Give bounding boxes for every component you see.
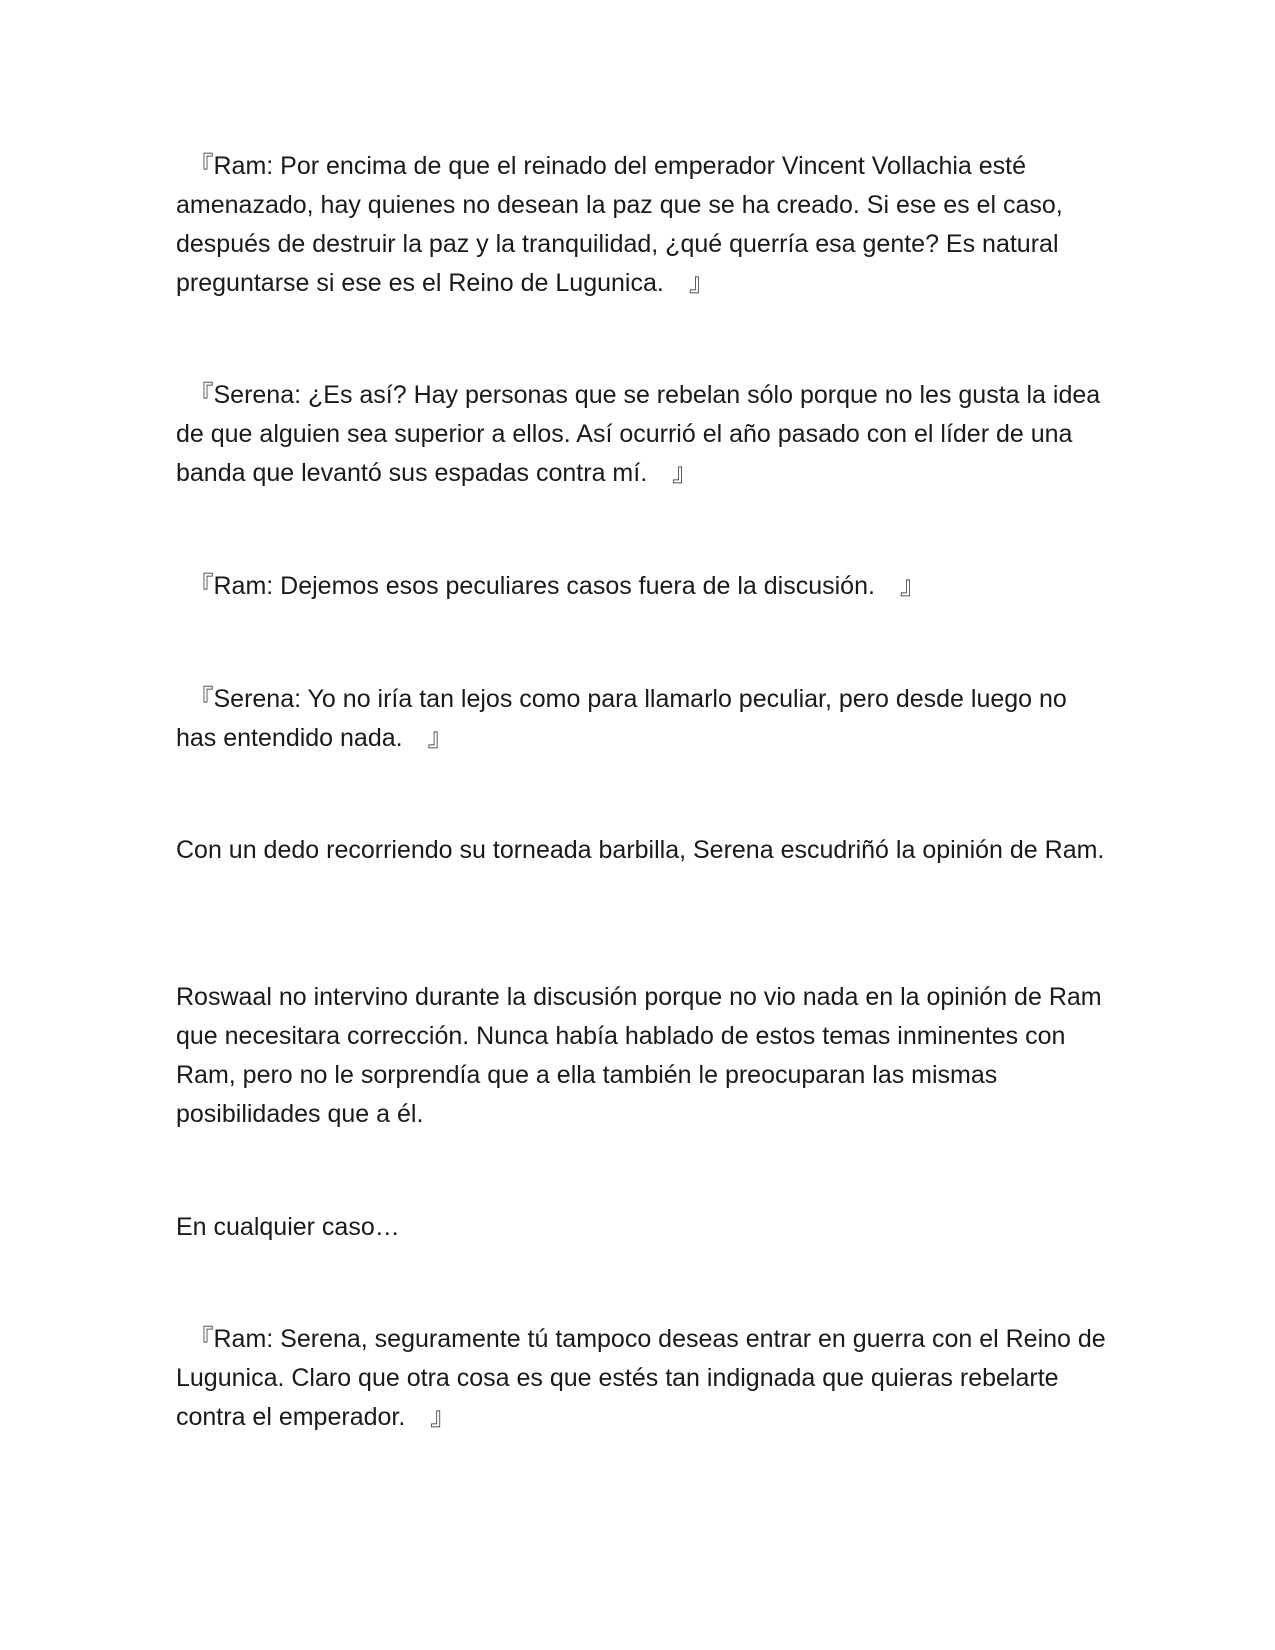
dialogue-ram-2: 『Ram: Dejemos esos peculiares casos fuera de la discusión. 』 (176, 572, 925, 600)
narration-paragraph-2: Roswaal no intervino durante la discusión porque no vio nada en la opinión de Ram que necesitara corrección. Nunca había hablado de estos temas inminentes con Ram, pero no le sorprendía que a ella también le preocuparan las mismas posibilidades que a él. (176, 983, 1102, 1128)
dialogue-ram-1: 『Ram: Por encima de que el reinado del emperador Vincent Vollachia esté amenazado, hay quienes no desean la paz que se ha creado. Si ese es el caso, después de destruir la paz y la tranquilidad, ¿qué querría esa gente? Es natural preguntarse si ese es el Reino de Lugunica. 』 (176, 152, 1063, 297)
narration-paragraph-1: Con un dedo recorriendo su torneada barbilla, Serena escudriñó la opinión de Ram. (176, 836, 1105, 864)
narration-paragraph-3: En cualquier caso… (176, 1213, 400, 1241)
dialogue-ram-3: 『Ram: Serena, seguramente tú tampoco deseas entrar en guerra con el Reino de Lugunica. Claro que otra cosa es que estés tan indignada que quieras rebelarte contra el emperador. 』 (176, 1325, 1106, 1431)
dialogue-serena-2: 『Serena: Yo no iría tan lejos como para llamarlo peculiar, pero desde luego no has entendido nada. 』 (176, 685, 1067, 752)
dialogue-serena-1: 『Serena: ¿Es así? Hay personas que se rebelan sólo porque no les gusta la idea de que alguien sea superior a ellos. Así ocurrió el año pasado con el líder de una banda que levantó sus espadas contra mí. 』 (176, 381, 1101, 487)
